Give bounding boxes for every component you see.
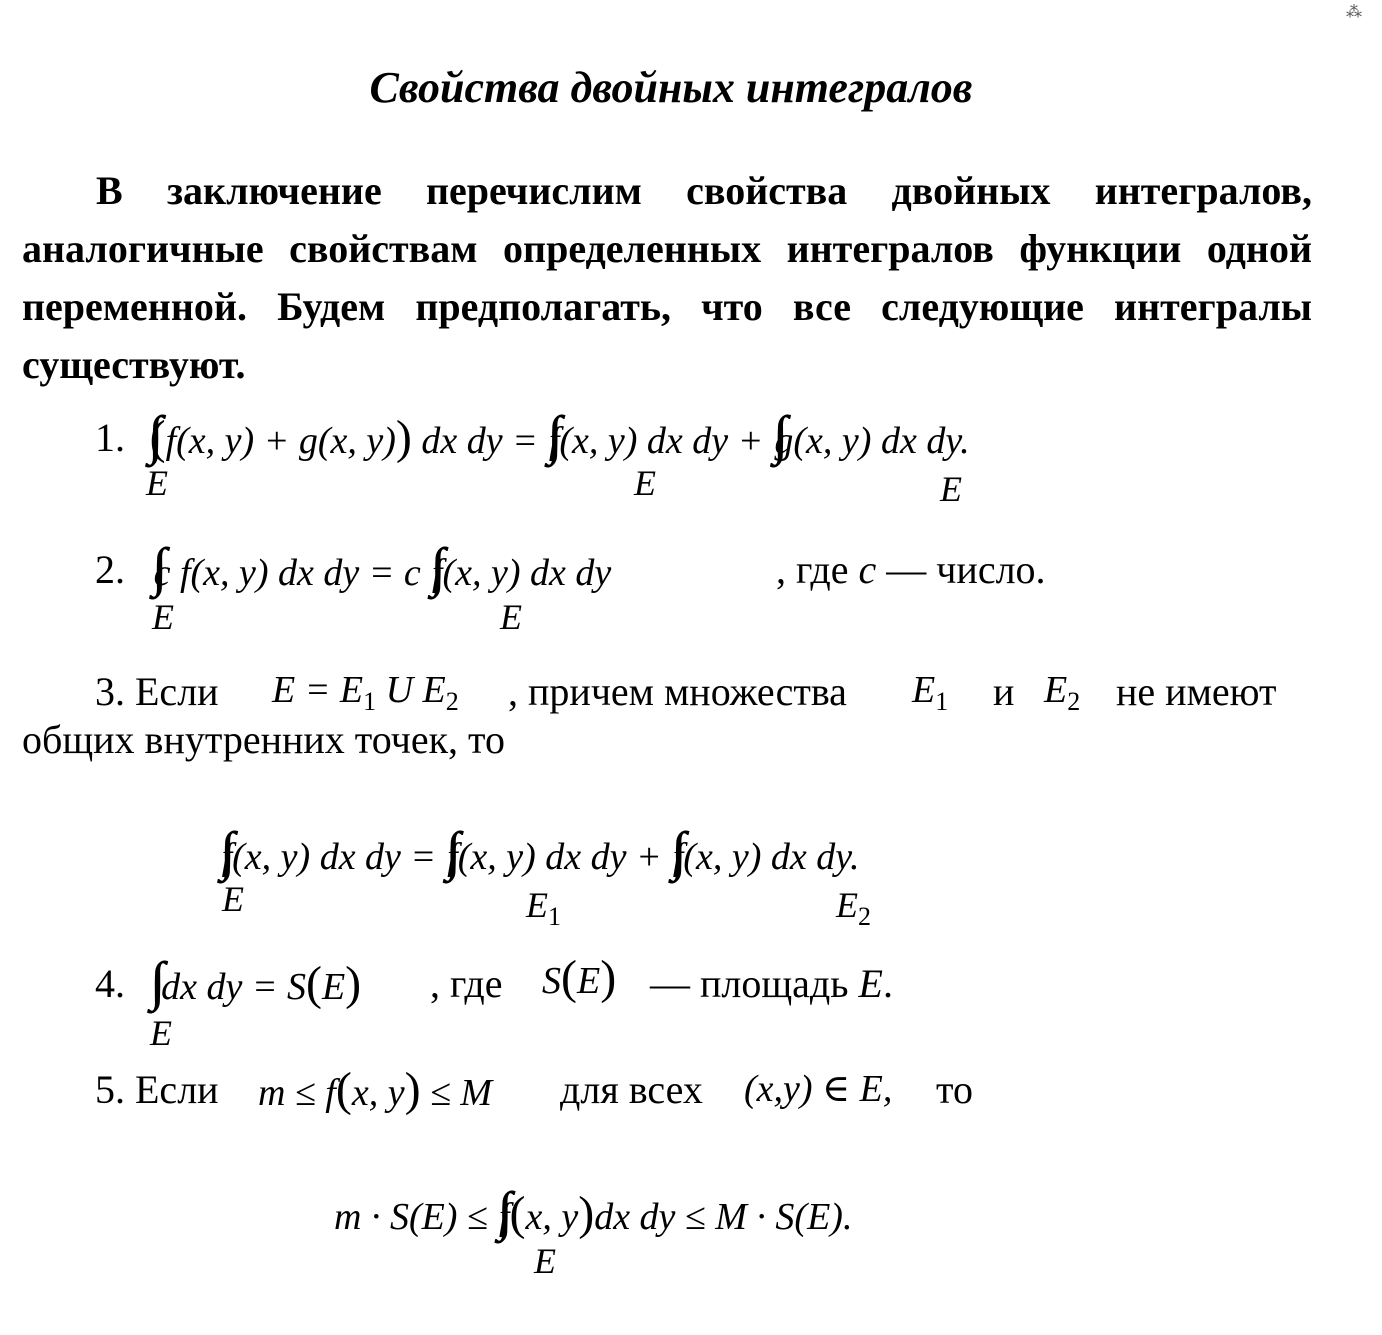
property-text: , где <box>430 961 503 1006</box>
integral-limit: E <box>152 597 174 637</box>
property-condition: m ≤ f(x, y) ≤ M <box>258 1063 493 1116</box>
property-formula: ∫∫ dx dy = S(E) <box>150 951 362 1011</box>
property-condition: $E = E_1$ U $E_2$ <box>272 669 459 716</box>
property-text: — площадь E. <box>650 961 893 1006</box>
integral-limit: $E_2$ <box>836 885 871 931</box>
integral-limit: E <box>940 469 962 509</box>
property-text: то <box>936 1067 973 1112</box>
scan-speck: ⁂ <box>1346 4 1362 21</box>
set-name: $E_2$ <box>1044 669 1081 716</box>
property-number: 3. Если <box>95 669 219 714</box>
property-text: , причем множества <box>508 669 847 714</box>
property-text: для всех <box>560 1067 703 1112</box>
property-condition: (x,y) ∈ E, <box>744 1068 893 1110</box>
property-number: 5. Если <box>95 1067 219 1112</box>
integral-limit: E <box>500 597 522 637</box>
property-text: и <box>993 669 1015 714</box>
property-formula: m · S(E) ≤ ∫∫f(x, y)dx dy ≤ M · S(E). <box>334 1181 853 1241</box>
property-number: 4. <box>95 961 125 1006</box>
page-title: Свойства двойных интегралов <box>369 63 973 112</box>
set-name: $E_1$ <box>912 669 949 716</box>
property-formula: ∫∫(f(x, y) + g(x, y)) dx dy = ∫∫f(x, y) dx dy + ∫∫g(x, y) dx dy. <box>148 405 970 465</box>
integral-limit: E <box>150 1013 172 1053</box>
integral-limit: E <box>222 879 244 919</box>
intro-paragraph: В заключение перечислим свойства двойных интегралов, аналогичные свойствам определенных интегралов функции одной переменной. Будем предполагать, что все следующие интегралы существуют. <box>22 168 1312 387</box>
property-formula: ∫∫f(x, y) dx dy = ∫∫f(x, y) dx dy + ∫∫f(x, y) dx dy. <box>220 821 860 881</box>
property-formula: ∫∫c f(x, y) dx dy = c ∫∫f(x, y) dx dy <box>152 537 612 597</box>
integral-limit: E <box>146 463 168 503</box>
integral-limit: E <box>634 463 656 503</box>
property-text: , где c — число. <box>776 547 1046 592</box>
property-number: 1. <box>95 415 125 460</box>
property-text: общих внутренних точек, то <box>22 717 505 762</box>
integral-limit: $E_1$ <box>526 885 561 931</box>
property-text: не имеют <box>1116 669 1277 714</box>
integral-limit: E <box>534 1241 556 1281</box>
property-formula: S(E) <box>542 951 617 1004</box>
property-number: 2. <box>95 547 125 592</box>
